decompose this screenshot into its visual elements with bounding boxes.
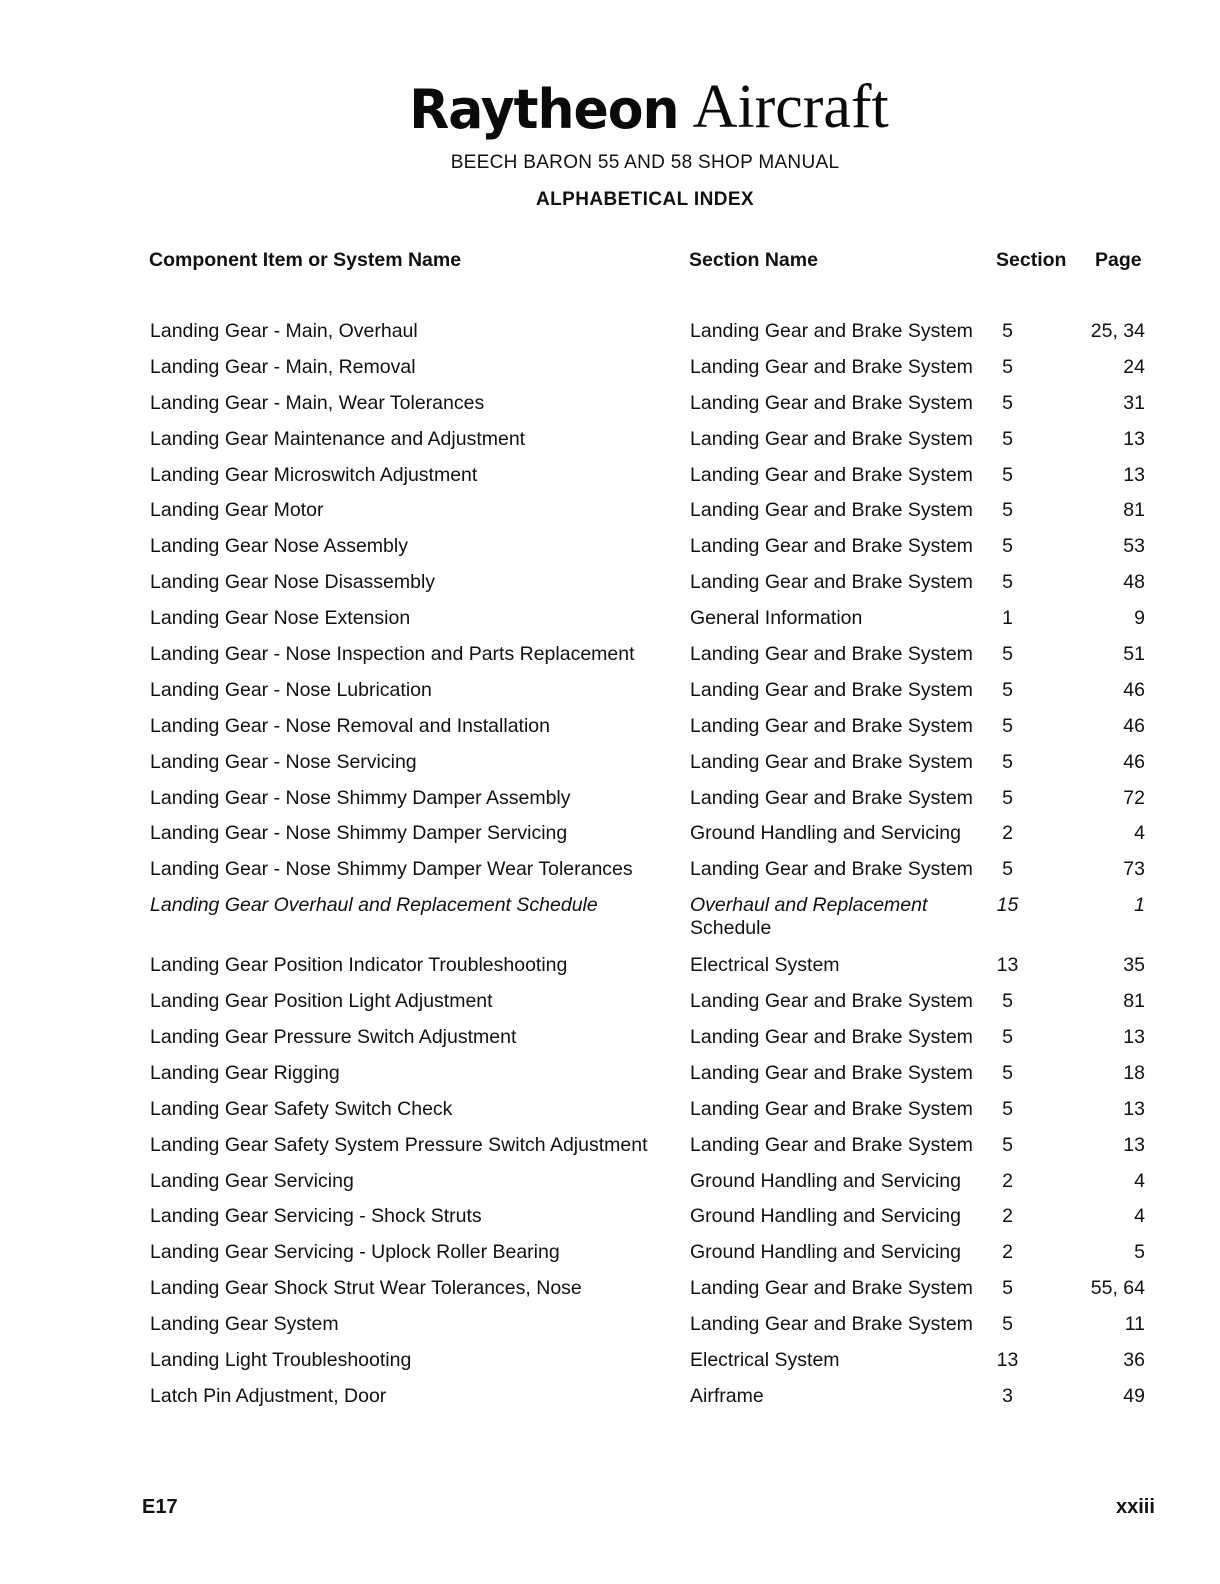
item-name: Landing Gear Safety Switch Check bbox=[150, 1097, 453, 1120]
section-number: 5 bbox=[1002, 786, 1013, 809]
table-row bbox=[0, 1170, 1220, 1206]
page-number-ref: 5 bbox=[1134, 1241, 1145, 1264]
page-number-ref: 13 bbox=[1123, 1026, 1145, 1049]
section-number: 5 bbox=[1002, 427, 1013, 450]
item-name: Landing Gear Servicing bbox=[150, 1169, 354, 1192]
section-name bbox=[690, 1349, 840, 1372]
page-number-ref: 46 bbox=[1123, 678, 1145, 701]
page-number-ref: 46 bbox=[1123, 714, 1145, 737]
page-number-ref: 24 bbox=[1123, 355, 1145, 378]
table-row bbox=[0, 858, 1220, 894]
item-name: Latch Pin Adjustment, Door bbox=[150, 1384, 387, 1407]
item-name: Landing Gear Pressure Switch Adjustment bbox=[150, 1026, 517, 1049]
page-number-ref: 25, 34 bbox=[1090, 320, 1145, 342]
table-row bbox=[0, 1098, 1220, 1134]
section-number: 5 bbox=[1002, 1277, 1013, 1300]
section-name-line: Landing Gear and Brake System bbox=[690, 750, 973, 773]
item-name: Landing Gear Servicing - Uplock Roller Bearing bbox=[150, 1241, 560, 1264]
item-name: Landing Gear Position Indicator Troubleshooting bbox=[150, 954, 568, 977]
section-name-line: Landing Gear and Brake System bbox=[690, 714, 973, 737]
section-name bbox=[690, 320, 973, 343]
section-name-line: Landing Gear and Brake System bbox=[690, 858, 973, 881]
section-name bbox=[690, 894, 927, 940]
section-name bbox=[690, 787, 973, 810]
section-number: 5 bbox=[1002, 714, 1013, 737]
table-row bbox=[0, 990, 1220, 1026]
page-number-ref: 13 bbox=[1123, 1097, 1145, 1120]
section-name bbox=[690, 535, 973, 558]
table-row bbox=[0, 1277, 1220, 1313]
table-row bbox=[0, 356, 1220, 392]
section-name bbox=[690, 356, 973, 379]
table-row bbox=[0, 1241, 1220, 1277]
item-name: Landing Gear - Nose Shimmy Damper Wear Tolerances bbox=[150, 858, 633, 881]
section-number: 5 bbox=[1002, 1313, 1013, 1336]
section-number: 5 bbox=[1002, 858, 1013, 881]
table-row bbox=[0, 679, 1220, 715]
table-row bbox=[0, 535, 1220, 571]
section-name-line: Overhaul and Replacement bbox=[690, 894, 928, 917]
section-name-line: Landing Gear and Brake System bbox=[690, 571, 973, 594]
column-header-section-name: Section Name bbox=[689, 249, 818, 271]
table-row bbox=[0, 392, 1220, 428]
item-name: Landing Gear Overhaul and Replacement Schedule bbox=[150, 894, 598, 917]
item-name: Landing Gear - Nose Lubrication bbox=[150, 678, 432, 701]
page-number: xxiii bbox=[1116, 1496, 1155, 1518]
section-number: 13 bbox=[996, 1349, 1019, 1372]
section-number: 5 bbox=[1002, 678, 1013, 701]
page-number-ref: 11 bbox=[1124, 1313, 1145, 1336]
page-number-ref: 51 bbox=[1123, 643, 1145, 666]
item-name: Landing Gear Position Light Adjustment bbox=[150, 990, 493, 1013]
table-row bbox=[0, 751, 1220, 787]
table-row bbox=[0, 1026, 1220, 1062]
section-name bbox=[690, 858, 973, 881]
raytheon-logo bbox=[0, 72, 1220, 143]
section-name bbox=[690, 822, 961, 845]
section-name-line: Landing Gear and Brake System bbox=[690, 320, 973, 342]
section-number: 2 bbox=[1002, 822, 1013, 845]
section-number: 3 bbox=[1002, 1384, 1013, 1407]
section-name-line: Airframe bbox=[690, 1384, 764, 1407]
item-name: Landing Gear System bbox=[150, 1313, 339, 1336]
section-number: 2 bbox=[1002, 1169, 1013, 1192]
page-number-ref: 31 bbox=[1123, 391, 1145, 414]
section-number: 5 bbox=[1002, 320, 1013, 342]
table-row bbox=[0, 499, 1220, 535]
section-name-line: Landing Gear and Brake System bbox=[690, 355, 973, 378]
table-row bbox=[0, 954, 1220, 990]
table-row bbox=[0, 428, 1220, 464]
table-row bbox=[0, 1313, 1220, 1349]
logo-word: Aircraft bbox=[692, 73, 889, 141]
section-name bbox=[690, 1241, 961, 1264]
item-name: Landing Gear - Main, Wear Tolerances bbox=[150, 391, 485, 414]
section-name-line: Ground Handling and Servicing bbox=[690, 1205, 962, 1228]
item-name: Landing Light Troubleshooting bbox=[150, 1349, 412, 1372]
item-name: Landing Gear Nose Disassembly bbox=[150, 571, 436, 594]
section-number: 5 bbox=[1002, 643, 1013, 666]
section-name bbox=[690, 464, 973, 487]
section-name bbox=[690, 679, 973, 702]
page-code: E17 bbox=[142, 1496, 178, 1518]
section-name-line: Landing Gear and Brake System bbox=[690, 499, 973, 522]
section-name-line: Landing Gear and Brake System bbox=[690, 1097, 973, 1120]
page-number-ref: 1 bbox=[1134, 894, 1145, 917]
section-number: 5 bbox=[1002, 1026, 1013, 1049]
section-name bbox=[690, 1062, 973, 1085]
section-name-line: Landing Gear and Brake System bbox=[690, 535, 973, 558]
item-name: Landing Gear - Nose Shimmy Damper Assembly bbox=[150, 786, 571, 809]
section-name-line: Landing Gear and Brake System bbox=[690, 1277, 973, 1300]
section-number: 2 bbox=[1002, 1205, 1013, 1228]
page-number-ref: 35 bbox=[1123, 954, 1145, 977]
table-row bbox=[0, 1349, 1220, 1385]
section-name-line: Landing Gear and Brake System bbox=[690, 427, 973, 450]
item-name: Landing Gear Nose Extension bbox=[150, 607, 411, 630]
section-number: 5 bbox=[1002, 535, 1013, 558]
section-name-line: Electrical System bbox=[690, 1349, 840, 1372]
section-name bbox=[690, 1385, 764, 1408]
logo-brand: Raytheon bbox=[409, 78, 679, 142]
page-number-ref: 48 bbox=[1123, 571, 1145, 594]
item-name: Landing Gear - Nose Inspection and Parts Replacement bbox=[150, 643, 635, 666]
section-name bbox=[690, 499, 973, 522]
section-number: 5 bbox=[1002, 571, 1013, 594]
table-row bbox=[0, 787, 1220, 823]
item-name: Landing Gear Shock Strut Wear Tolerances, Nose bbox=[150, 1277, 582, 1300]
table-row bbox=[0, 571, 1220, 607]
item-name: Landing Gear Nose Assembly bbox=[150, 535, 408, 558]
page-number-ref: 46 bbox=[1123, 750, 1145, 773]
item-name: Landing Gear - Nose Shimmy Damper Servicing bbox=[150, 822, 568, 845]
page-number-ref: 49 bbox=[1123, 1384, 1145, 1407]
table-row bbox=[0, 822, 1220, 858]
table-row bbox=[0, 894, 1220, 954]
page-number-ref: 4 bbox=[1134, 1169, 1145, 1192]
section-number: 5 bbox=[1002, 355, 1013, 378]
section-name-line-2: Schedule bbox=[690, 917, 772, 940]
page-number-ref: 13 bbox=[1123, 427, 1145, 450]
page-number-ref: 55, 64 bbox=[1090, 1277, 1145, 1300]
section-number: 5 bbox=[1002, 499, 1013, 522]
page-number-ref: 72 bbox=[1123, 786, 1145, 809]
item-name: Landing Gear Safety System Pressure Switch Adjustment bbox=[150, 1133, 648, 1156]
item-name: Landing Gear Microswitch Adjustment bbox=[150, 463, 478, 486]
section-number: 13 bbox=[996, 954, 1019, 977]
item-name: Landing Gear - Main, Overhaul bbox=[150, 320, 418, 342]
section-number: 5 bbox=[1002, 463, 1013, 486]
item-name: Landing Gear Motor bbox=[150, 499, 324, 522]
section-name bbox=[690, 571, 973, 594]
table-row bbox=[0, 715, 1220, 751]
section-name bbox=[690, 1313, 973, 1336]
page-number-ref: 9 bbox=[1134, 607, 1145, 630]
section-number: 5 bbox=[1002, 1097, 1013, 1120]
table-row bbox=[0, 320, 1220, 356]
section-name bbox=[690, 990, 973, 1013]
manual-title: BEECH BARON 55 AND 58 SHOP MANUAL bbox=[450, 152, 840, 173]
section-name bbox=[690, 607, 862, 630]
section-number: 5 bbox=[1002, 990, 1013, 1013]
section-name-line: Landing Gear and Brake System bbox=[690, 463, 973, 486]
item-name: Landing Gear - Nose Servicing bbox=[150, 750, 417, 773]
section-name bbox=[690, 1026, 973, 1049]
item-name: Landing Gear Maintenance and Adjustment bbox=[150, 427, 526, 450]
section-name bbox=[690, 1205, 961, 1228]
page-number-ref: 13 bbox=[1123, 463, 1145, 486]
page-number-ref: 81 bbox=[1123, 990, 1145, 1013]
index-title: ALPHABETICAL INDEX bbox=[536, 189, 754, 210]
section-number: 5 bbox=[1002, 1061, 1013, 1084]
section-number: 2 bbox=[1002, 1241, 1013, 1264]
table-row bbox=[0, 464, 1220, 500]
table-row bbox=[0, 1385, 1220, 1421]
page-number-ref: 36 bbox=[1123, 1349, 1145, 1372]
section-name-line: Electrical System bbox=[690, 954, 840, 977]
section-name-line: Landing Gear and Brake System bbox=[690, 1061, 973, 1084]
section-name-line: Landing Gear and Brake System bbox=[690, 786, 973, 809]
section-number: 5 bbox=[1002, 750, 1013, 773]
section-name-line: Landing Gear and Brake System bbox=[690, 391, 973, 414]
section-name-line: Landing Gear and Brake System bbox=[690, 990, 973, 1013]
table-row bbox=[0, 607, 1220, 643]
page-number-ref: 18 bbox=[1123, 1061, 1145, 1084]
page-number-ref: 4 bbox=[1134, 822, 1145, 845]
column-header-page: Page bbox=[1095, 249, 1142, 271]
page-number-ref: 13 bbox=[1123, 1133, 1145, 1156]
section-name bbox=[690, 1277, 973, 1300]
page-number-ref: 53 bbox=[1123, 535, 1145, 558]
section-name-line: Ground Handling and Servicing bbox=[690, 1169, 962, 1192]
table-row bbox=[0, 1134, 1220, 1170]
item-name: Landing Gear Rigging bbox=[150, 1061, 340, 1084]
section-name-line: Ground Handling and Servicing bbox=[690, 822, 962, 845]
section-name-line: General Information bbox=[690, 607, 863, 630]
item-name: Landing Gear - Main, Removal bbox=[150, 355, 416, 378]
section-name-line: Landing Gear and Brake System bbox=[690, 1313, 973, 1336]
section-name-line: Landing Gear and Brake System bbox=[690, 1026, 973, 1049]
section-name bbox=[690, 954, 840, 977]
section-name-line: Ground Handling and Servicing bbox=[690, 1241, 962, 1264]
table-row bbox=[0, 1062, 1220, 1098]
section-name bbox=[690, 751, 973, 774]
section-number: 5 bbox=[1002, 391, 1013, 414]
section-name bbox=[690, 1098, 973, 1121]
item-name: Landing Gear - Nose Removal and Installation bbox=[150, 714, 550, 737]
page-number-ref: 4 bbox=[1134, 1205, 1145, 1228]
section-name bbox=[690, 1170, 961, 1193]
section-name bbox=[690, 392, 973, 415]
page-number-ref: 73 bbox=[1123, 858, 1145, 881]
section-name bbox=[690, 715, 973, 738]
section-name-line: Landing Gear and Brake System bbox=[690, 643, 973, 666]
table-row bbox=[0, 1205, 1220, 1241]
section-name bbox=[690, 1134, 973, 1157]
table-row bbox=[0, 643, 1220, 679]
page-number-ref: 81 bbox=[1123, 499, 1145, 522]
section-number: 1 bbox=[1002, 607, 1013, 630]
section-name-line: Landing Gear and Brake System bbox=[690, 1133, 973, 1156]
column-header-section: Section bbox=[996, 249, 1067, 271]
section-number: 15 bbox=[996, 894, 1019, 917]
section-name bbox=[690, 643, 973, 666]
section-name-line: Landing Gear and Brake System bbox=[690, 678, 973, 701]
section-number: 5 bbox=[1002, 1133, 1013, 1156]
item-name: Landing Gear Servicing - Shock Struts bbox=[150, 1205, 482, 1228]
section-name bbox=[690, 428, 973, 451]
index-table bbox=[0, 320, 1220, 1421]
column-header-item: Component Item or System Name bbox=[149, 249, 462, 271]
